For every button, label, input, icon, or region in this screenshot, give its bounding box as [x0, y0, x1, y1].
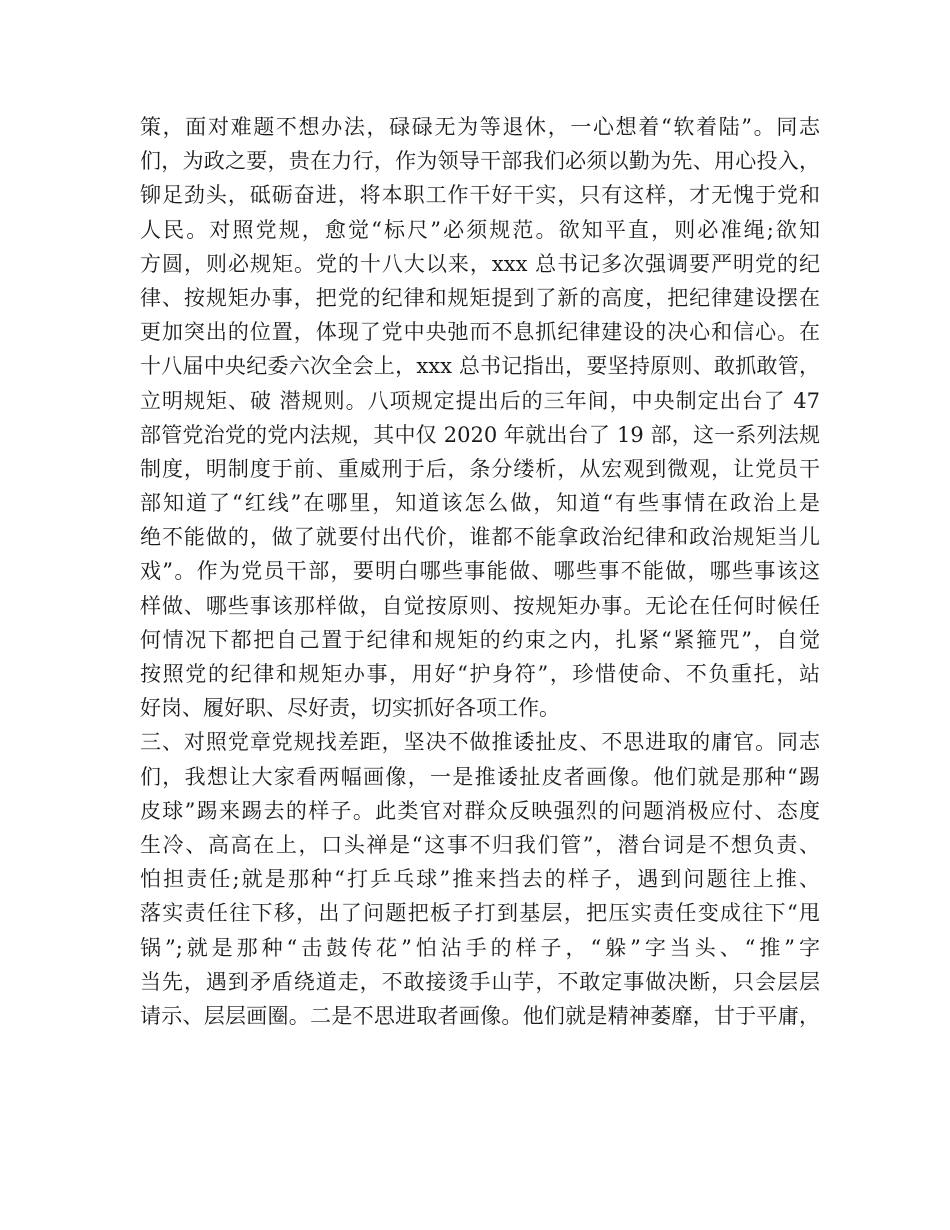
text-line: 样做、哪些事该那样做，自觉按原则、按规矩办事。无论在任何时候任 [140, 593, 820, 618]
text-line: 人民。对照党规，愈觉“标尺”必须规范。欲知平直，则必准绳;欲知 [140, 217, 820, 242]
body-text [140, 110, 820, 1033]
section-heading-line: 三、对照党章党规找差距，坚决不做推诿扯皮、不思进取的庸官。同志 [140, 730, 820, 755]
text-line: 们，我想让大家看两幅画像，一是推诿扯皮者画像。他们就是那种“踢 [140, 764, 820, 789]
text-line: 当先，遇到矛盾绕道走，不敢接烫手山芋，不敢定事做决断，只会层层 [140, 969, 820, 994]
text-line: 戏”。作为党员干部，要明白哪些事能做、哪些事不能做，哪些事该这 [140, 559, 820, 584]
text-line: 锅”;就是那种“击鼓传花”怕沾手的样子，“躲”字当头、“推”字 [140, 935, 820, 960]
text-line: 部管党治党的党内法规，其中仅 2020 年就出台了 19 部，这一系列法规 [140, 422, 820, 447]
text-line: 部知道了“红线”在哪里，知道该怎么做，知道“有些事情在政治上是 [140, 491, 820, 516]
text-line: 们，为政之要，贵在力行，作为领导干部我们必须以勤为先、用心投入， [140, 149, 820, 174]
text-line: 落实责任往下移，出了问题把板子打到基层，把压实责任变成往下“甩 [140, 901, 820, 926]
text-line: 请示、层层画圈。二是不思进取者画像。他们就是精神萎靡，甘于平庸， [140, 1003, 820, 1028]
text-line: 怕担责任;就是那种“打乒乓球”推来挡去的样子，遇到问题往上推、 [140, 867, 820, 892]
paragraph-end-line: 好岗、履好职、尽好责，切实抓好各项工作。 [140, 696, 560, 721]
text-line: 方圆，则必规矩。党的十八大以来，xxx 总书记多次强调要严明党的纪 [140, 251, 820, 276]
text-line: 铆足劲头，砥砺奋进，将本职工作干好干实，只有这样，才无愧于党和 [140, 183, 820, 208]
text-line: 律、按规矩办事，把党的纪律和规矩提到了新的高度，把纪律建设摆在 [140, 285, 820, 310]
text-line: 按照党的纪律和规矩办事，用好“护身符”，珍惜使命、不负重托，站 [140, 662, 820, 686]
text-line: 制度，明制度于前、重威刑于后，条分缕析，从宏观到微观，让党员干 [140, 456, 820, 481]
text-line: 更加突出的位置，体现了党中央弛而不息抓纪律建设的决心和信心。在 [140, 320, 820, 345]
text-line: 十八届中央纪委六次全会上，xxx 总书记指出，要坚持原则、敢抓敢管， [140, 354, 820, 379]
text-line: 皮球”踢来踢去的样子。此类官对群众反映强烈的问题消极应付、态度 [140, 798, 820, 823]
text-line: 策，面对难题不想办法，碌碌无为等退休，一心想着“软着陆”。同志 [140, 115, 820, 139]
text-line: 何情况下都把自己置于纪律和规矩的约束之内，扎紧“紧箍咒”，自觉 [140, 627, 820, 652]
text-line: 生冷、高高在上，口头禅是“这事不归我们管”，潜台词是不想负责、 [140, 832, 820, 857]
text-line: 立明规矩、破 潜规则。八项规定提出后的三年间，中央制定出台了 47 [140, 388, 820, 413]
text-line: 绝不能做的，做了就要付出代价，谁都不能拿政治纪律和政治规矩当儿 [140, 525, 820, 550]
